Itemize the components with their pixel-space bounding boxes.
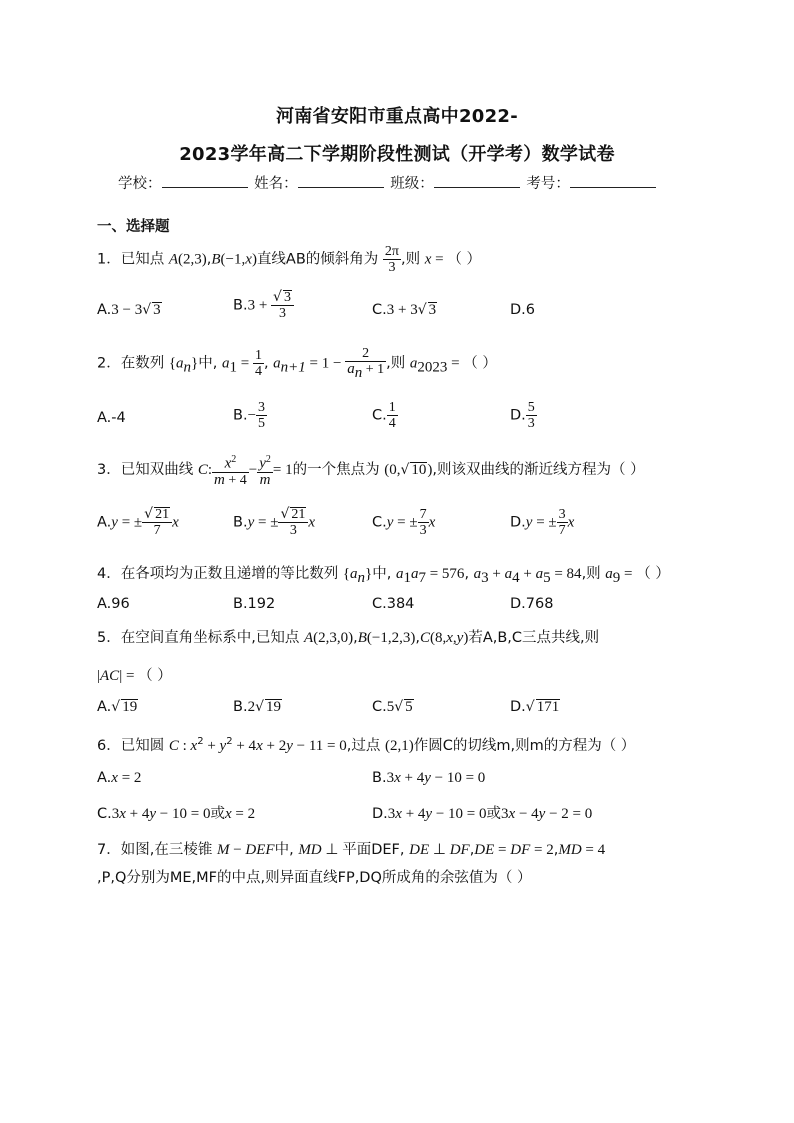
question-6-option-a[interactable]: A.x = 2 xyxy=(97,770,142,786)
question-3-option-d[interactable]: D.y = ± $\frac{3}{7}$ x xyxy=(510,507,575,538)
question-4-option-d[interactable]: D.768 xyxy=(510,596,554,612)
question-4-option-a[interactable]: A.96 xyxy=(97,596,130,612)
name-blank[interactable] xyxy=(298,174,384,188)
name-label: 姓名： xyxy=(254,176,298,192)
question-3-option-b[interactable]: B.y = ± $\frac{√ 21}{3}$ x xyxy=(233,506,316,538)
exam-no-label: 考号： xyxy=(526,176,570,192)
exam-title-line2: 2023学年高二下学期阶段性测试（开学考）数学试卷 xyxy=(179,144,615,165)
question-2-stem: 2．在数列 $\{a_n\}$中, $a_1$ = $\frac{1}{4}$ , $a_{n+1} = 1$ − $\frac{2}{a_n + 1}$ ,则 $a_{2023}$ = （ ） xyxy=(97,346,497,381)
question-5-option-a[interactable]: A.√ 19 xyxy=(97,699,138,715)
question-3-stem: 3．已知双曲线 C: $\frac{x^2}{m + 4}$ − $\frac{y^2}{m}$ = 1的一个焦点为 (0,√ 10),则该双曲线的渐近线方程为（ ） xyxy=(97,454,645,488)
question-5-option-b[interactable]: B.2√ 19 xyxy=(233,699,281,715)
question-3-option-a[interactable]: A.y = ± $\frac{√ 21}{7}$ x xyxy=(97,506,179,538)
school-label: 学校： xyxy=(118,176,162,192)
question-2-option-a[interactable]: A.-4 xyxy=(97,410,126,426)
class-blank[interactable] xyxy=(434,174,520,188)
question-6-option-c[interactable]: C.3x + 4y − 10 = 0或x = 2 xyxy=(97,806,256,822)
question-7-stem-cont: ,P,Q分别为ME,MF的中点,则异面直线FP,DQ所成角的余弦值为（ ） xyxy=(97,870,532,886)
question-7-stem: 7．如图,在三棱锥 M − DEF中, MD ⊥ 平面DEF, DE ⊥ DF,DE = DF = 2,MD = 4 xyxy=(97,842,606,858)
question-3-option-c[interactable]: C.y = ± $\frac{7}{3}$ x xyxy=(372,507,436,538)
question-2-option-c[interactable]: C. $\frac{1}{4}$ xyxy=(372,400,396,431)
question-6-stem: 6．已知圆 C : $x^2 + y^2 + 4x + 2y - 11 = 0$,过点 (2,1)作圆C的切线m,则m的方程为（ ） xyxy=(97,736,636,754)
question-6-option-b[interactable]: B.3x + 4y − 10 = 0 xyxy=(372,770,486,786)
exam-title-line1: 河南省安阳市重点高中2022- xyxy=(275,106,519,127)
question-4-option-b[interactable]: B.192 xyxy=(233,596,276,612)
question-2-option-d[interactable]: D. $\frac{5}{3}$ xyxy=(510,400,535,431)
school-blank[interactable] xyxy=(162,174,248,188)
question-1-option-d[interactable]: D.6 xyxy=(510,302,535,318)
question-1-option-c[interactable]: C.3 + 3√ 3 xyxy=(372,302,437,318)
question-4-option-c[interactable]: C.384 xyxy=(372,596,415,612)
question-6-option-d[interactable]: D.3x + 4y − 10 = 0或3x − 4y − 2 = 0 xyxy=(372,806,593,822)
section-heading-choice: 一、选择题 xyxy=(97,219,170,235)
student-info-row xyxy=(118,172,658,193)
class-label: 班级： xyxy=(390,176,434,192)
question-4-stem: 4．在各项均为正数且递增的等比数列 $\{a_n\}$中, $a_1a_7 = 576$, $a_3 + a_4 + a_5 = 84$,则 $a_9$ = （ ） xyxy=(97,566,670,586)
question-1-option-a[interactable]: A.3 − 3√ 3 xyxy=(97,302,161,318)
question-5-option-c[interactable]: C.5√ 5 xyxy=(372,699,413,715)
question-5-stem: 5．在空间直角坐标系中,已知点 A(2,3,0),B(−1,2,3),C(8,x,y)若A,B,C三点共线,则 xyxy=(97,630,600,646)
exam-no-blank[interactable] xyxy=(570,174,656,188)
question-1-stem: 1．已知点 A(2,3),B(−1,x)直线AB的倾斜角为 $\frac{2\pi}{3}$ ,则 x = （ ） xyxy=(97,244,481,275)
question-1-option-b[interactable]: B.3 + $\frac{√ 3}{3}$ xyxy=(233,290,294,321)
question-5-option-d[interactable]: D.√ 171 xyxy=(510,699,560,715)
question-2-option-b[interactable]: B.− $\frac{3}{5}$ xyxy=(233,400,266,431)
question-5-stem-cont: |AC| = （ ） xyxy=(97,668,172,684)
